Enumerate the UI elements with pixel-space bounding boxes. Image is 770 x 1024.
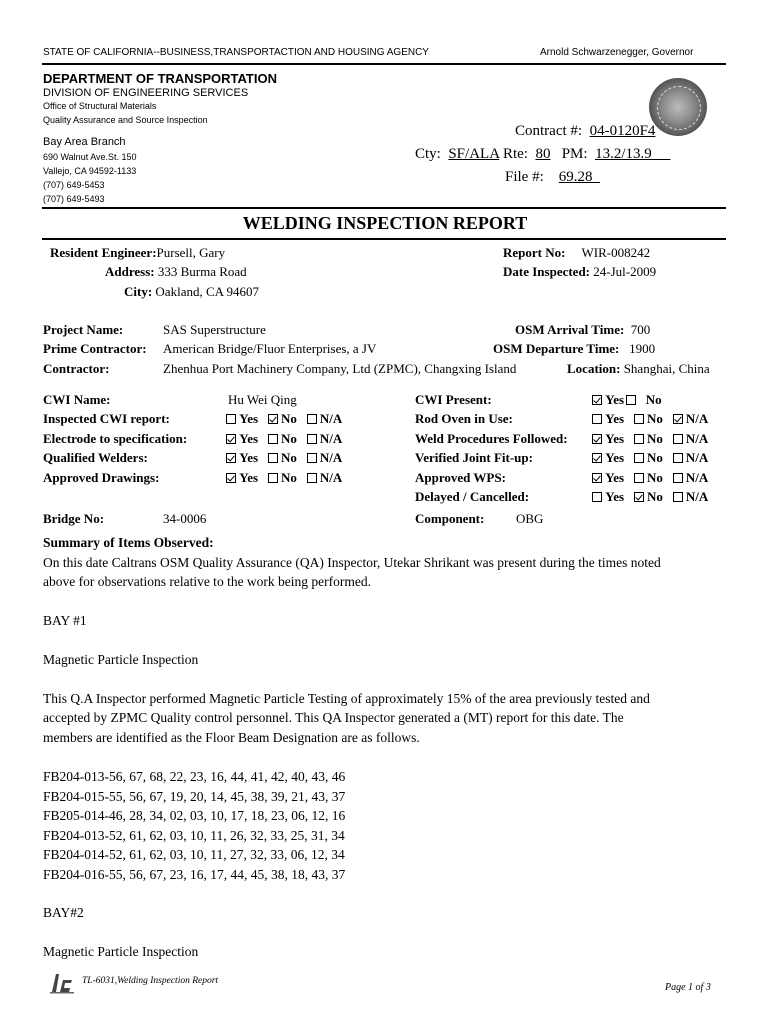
right-check-options: Yes No N/A [592, 450, 708, 466]
left-0-na-checkbox[interactable] [307, 414, 317, 424]
contract-number: Contract #: 04-0120F4 [515, 123, 656, 139]
left-check-label: Approved Drawings: [43, 470, 160, 485]
right-1-na-checkbox[interactable] [673, 434, 683, 444]
right-check-label: Rod Oven in Use: [415, 411, 513, 426]
cwi-name-label: CWI Name: [43, 392, 111, 407]
left-3-no-checkbox[interactable] [268, 473, 278, 483]
left-check-options: Yes No N/A [226, 431, 342, 447]
summary-heading: Summary of Items Observed: [43, 535, 214, 550]
left-check-options: Yes No N/A [226, 450, 342, 466]
bay-1-heading: BAY #1 [43, 613, 87, 628]
date-inspected: Date Inspected: 24-Jul-2009 [503, 264, 657, 279]
summary-intro-line-2: above for observations relative to the work being performed. [43, 574, 372, 589]
left-1-yes-checkbox[interactable] [226, 434, 236, 444]
right-3-na-checkbox[interactable] [673, 473, 683, 483]
right-0-na-checkbox[interactable] [673, 414, 683, 424]
report-title: WELDING INSPECTION REPORT [242, 213, 528, 233]
project-name-label: Project Name: [43, 322, 124, 337]
right-1-yes-checkbox[interactable] [592, 434, 602, 444]
right-1-no-checkbox[interactable] [634, 434, 644, 444]
right-4-yes-checkbox[interactable] [592, 492, 602, 502]
file-number: File #: 69.28 [505, 169, 593, 185]
mt-paragraph-line-1: This Q.A Inspector performed Magnetic Particle Testing of approximately 15% of the area previously tested and [43, 691, 650, 706]
form-number: TL-6031,Welding Inspection Report [82, 976, 219, 986]
left-0-yes-checkbox[interactable] [226, 414, 236, 424]
branch-phone-2: (707) 649-5493 [43, 194, 105, 204]
component-label: Component: [415, 511, 485, 526]
left-1-na-checkbox[interactable] [307, 434, 317, 444]
page-indicator: Page 1 of 3 [665, 982, 711, 993]
engineer-address: Address: 333 Burma Road [105, 264, 247, 279]
right-4-no-checkbox[interactable] [634, 492, 644, 502]
right-0-no-checkbox[interactable] [634, 414, 644, 424]
prime-contractor-value: American Bridge/Fluor Enterprises, a JV [163, 341, 377, 356]
left-2-no-checkbox[interactable] [268, 453, 278, 463]
title-rule-top [42, 207, 726, 209]
prime-contractor-label: Prime Contractor: [43, 341, 147, 356]
branch-address-1: 690 Walnut Ave.St. 150 [43, 152, 137, 162]
right-4-na-checkbox[interactable] [673, 492, 683, 502]
report-number: Report No: WIR-008242 [503, 245, 651, 260]
mpi-heading-2: Magnetic Particle Inspection [43, 944, 199, 959]
state-seal-icon [649, 78, 707, 136]
cwi-present-label: CWI Present: [415, 392, 492, 407]
osm-arrival-time: OSM Arrival Time: 700 [515, 322, 651, 337]
engineer-city: City: Oakland, CA 94607 [124, 284, 260, 299]
floor-beam-line: FB205-014-46, 28, 34, 02, 03, 10, 17, 18, 23, 06, 12, 16 [43, 808, 346, 823]
right-0-yes-checkbox[interactable] [592, 414, 602, 424]
left-check-label: Qualified Welders: [43, 450, 148, 465]
right-check-options: Yes No N/A [592, 431, 708, 447]
right-2-no-checkbox[interactable] [634, 453, 644, 463]
right-3-yes-checkbox[interactable] [592, 473, 602, 483]
branch-address-2: Vallejo, CA 94592-1133 [43, 166, 137, 176]
agency-line: STATE OF CALIFORNIA--BUSINESS,TRANSPORTACTION AND HOUSING AGENCY [43, 47, 429, 58]
contractor-label: Contractor: [43, 361, 110, 376]
right-3-no-checkbox[interactable] [634, 473, 644, 483]
left-check-options: Yes No N/A [226, 470, 342, 486]
branch-phone-1: (707) 649-5453 [43, 180, 105, 190]
summary-intro-line-1: On this date Caltrans OSM Quality Assurance (QA) Inspector, Utekar Shrikant was present during the times noted [43, 555, 661, 570]
mt-paragraph-line-3: members are identified as the Floor Beam Designation are as follows. [43, 730, 420, 745]
cwi-name-value: Hu Wei Qing [228, 392, 297, 407]
cty-rte-pm: Cty: SF/ALA Rte: 80 PM: 13.2/13.9 [415, 146, 652, 162]
floor-beam-line: FB204-013-52, 61, 62, 03, 10, 11, 26, 32, 33, 25, 31, 34 [43, 827, 345, 843]
right-check-options: Yes No N/A [592, 411, 708, 427]
governor-line: Arnold Schwarzenegger, Governor [540, 47, 694, 58]
right-check-label: Approved WPS: [415, 470, 506, 485]
mt-paragraph-line-2: accepted by ZPMC Quality control personnel. This QA Inspector generated a (MT) report for this date. The [43, 710, 624, 725]
right-2-na-checkbox[interactable] [673, 453, 683, 463]
component-value: OBG [516, 511, 544, 526]
left-0-no-checkbox[interactable] [268, 414, 278, 424]
left-check-options: Yes No N/A [226, 411, 342, 427]
osm-departure-time: OSM Departure Time: 1900 [493, 341, 656, 356]
contractor-value: Zhenhua Port Machinery Company, Ltd (ZPMC), Changxing Island [163, 361, 517, 376]
header-rule [42, 63, 726, 65]
cwi-present-no-checkbox[interactable] [626, 395, 636, 405]
left-3-yes-checkbox[interactable] [226, 473, 236, 483]
floor-beam-line: FB204-015-55, 56, 67, 19, 20, 14, 45, 38, 39, 21, 43, 37 [43, 788, 346, 804]
left-2-na-checkbox[interactable] [307, 453, 317, 463]
project-name-value: SAS Superstructure [163, 322, 266, 337]
office-line-2: Quality Assurance and Source Inspection [43, 115, 208, 125]
left-1-no-checkbox[interactable] [268, 434, 278, 444]
bridge-no-label: Bridge No: [43, 511, 105, 526]
division-name: DIVISION OF ENGINEERING SERVICES [43, 87, 249, 99]
floor-beam-line: FB204-014-52, 61, 62, 03, 10, 11, 27, 32, 33, 06, 12, 34 [43, 847, 345, 862]
floor-beam-line: FB204-016-55, 56, 67, 23, 16, 17, 44, 45, 38, 18, 43, 37 [43, 866, 346, 882]
right-check-label: Delayed / Cancelled: [415, 489, 530, 504]
right-check-label: Weld Procedures Followed: [415, 431, 568, 446]
department-name: DEPARTMENT OF TRANSPORTATION [43, 71, 277, 86]
bridge-no-value: 34-0006 [163, 511, 207, 526]
floor-beam-line: FB204-013-56, 67, 68, 22, 23, 16, 44, 41, 42, 40, 43, 46 [43, 769, 346, 784]
right-check-options: Yes No N/A [592, 470, 708, 486]
mpi-heading-1: Magnetic Particle Inspection [43, 652, 199, 667]
left-check-label: Inspected CWI report: [43, 411, 170, 426]
cwi-present-yes-checkbox[interactable] [592, 395, 602, 405]
right-2-yes-checkbox[interactable] [592, 453, 602, 463]
title-rule-bottom [42, 238, 726, 240]
branch-name: Bay Area Branch [43, 136, 126, 148]
cwi-present-options: Yes No [592, 392, 662, 408]
right-check-label: Verified Joint Fit-up: [415, 450, 533, 465]
right-check-options: Yes No N/A [592, 489, 708, 505]
left-2-yes-checkbox[interactable] [226, 453, 236, 463]
resident-engineer: Resident Engineer:Pursell, Gary [50, 245, 226, 260]
bay-2-heading: BAY#2 [43, 905, 84, 920]
office-line-1: Office of Structural Materials [43, 101, 157, 111]
location: Location: Shanghai, China [567, 361, 710, 376]
left-3-na-checkbox[interactable] [307, 473, 317, 483]
left-check-label: Electrode to specification: [43, 431, 188, 446]
caltrans-logo-icon [50, 972, 74, 994]
